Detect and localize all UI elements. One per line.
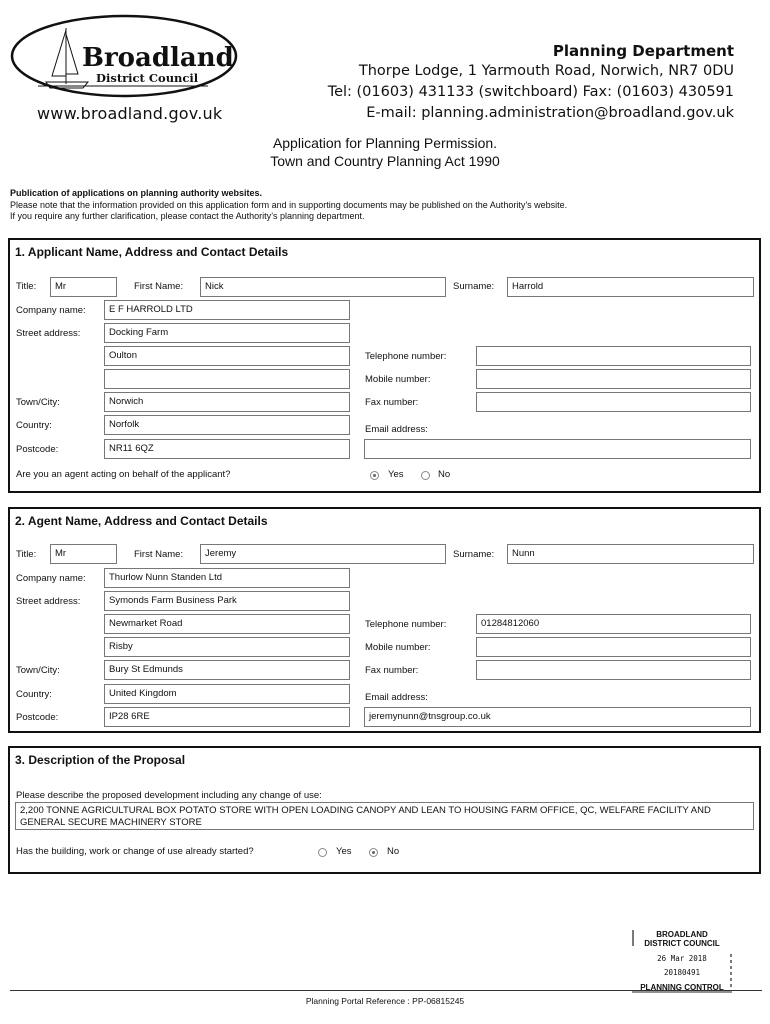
logo-name: Broadland [82,43,234,73]
mobile-label: Mobile number: [365,642,431,653]
stamp-planning-control: PLANNING CONTROL [640,983,724,992]
publication-note: Please note that the information provided on this application form and in supporting documents may be published on the Authority’s website. [10,200,568,210]
telephone-label: Telephone number: [365,351,447,362]
agent-street1-field[interactable]: Symonds Farm Business Park [104,591,350,611]
agent-no-radio[interactable] [421,471,430,480]
agent-company-field[interactable]: Thurlow Nunn Standen Ltd [104,568,350,588]
department-address: Thorpe Lodge, 1 Yarmouth Road, Norwich, NR7 0DU [358,63,734,79]
website-url: www.broadland.gov.uk [37,104,223,123]
applicant-mobile-field[interactable] [476,369,751,389]
department-telephone: Tel: (01603) 431133 (switchboard) Fax: (01603) 430591 [327,84,734,100]
stamp-district: DISTRICT COUNCIL [644,939,720,948]
agent-first-name-field[interactable]: Jeremy [200,544,446,564]
email-label: Email address: [365,692,428,703]
agent-street3-field[interactable]: Risby [104,637,350,657]
applicant-first-name-field[interactable]: Nick [200,277,446,297]
started-yes-radio[interactable] [318,848,327,857]
agent-section [8,507,761,733]
first-name-label: First Name: [134,281,184,292]
form-title: Application for Planning Permission. [272,135,498,151]
street-label: Street address: [16,328,81,339]
agent-yes-radio[interactable] [370,471,379,480]
surname-label: Surname: [453,281,495,292]
received-stamp [632,926,732,996]
applicant-fax-field[interactable] [476,392,751,412]
street-label: Street address: [16,596,81,607]
agent-postcode-field[interactable]: IP28 6RE [104,707,350,727]
agent-title-field[interactable]: Mr [50,544,117,564]
footer-divider [10,990,762,991]
telephone-label: Telephone number: [365,619,447,630]
agent-town-field[interactable]: Bury St Edmunds [104,660,350,680]
proposal-prompt: Please describe the proposed development including any change of use: [16,790,322,801]
country-label: Country: [16,689,52,700]
applicant-street2-field[interactable]: Oulton [104,346,350,366]
stamp-council: BROADLAND [656,930,708,939]
agent-mobile-field[interactable] [476,637,751,657]
broadland-logo [8,10,240,108]
form-subtitle: Town and Country Planning Act 1990 [270,153,500,169]
agent-no-label: No [438,469,451,480]
agent-email-field[interactable]: jeremynunn@tnsgroup.co.uk [364,707,751,727]
applicant-section [8,238,761,493]
country-label: Country: [16,420,52,431]
email-label: Email address: [365,424,428,435]
town-label: Town/City: [16,665,60,676]
applicant-postcode-field[interactable]: NR11 6QZ [104,439,350,459]
applicant-company-field[interactable]: E F HARROLD LTD [104,300,350,320]
department-title: Planning Department [552,42,734,60]
mobile-label: Mobile number: [365,374,431,385]
applicant-title-field[interactable]: Mr [50,277,117,297]
applicant-country-field[interactable]: Norfolk [104,415,350,435]
proposal-section [8,746,761,874]
agent-street2-field[interactable]: Newmarket Road [104,614,350,634]
company-label: Company name: [16,305,86,316]
applicant-email-field[interactable] [364,439,751,459]
applicant-street1-field[interactable]: Docking Farm [104,323,350,343]
agent-fax-field[interactable] [476,660,751,680]
publication-heading: Publication of applications on planning authority websites. [10,188,263,198]
stamp-reference: 20180491 [663,968,701,977]
postcode-label: Postcode: [16,712,59,723]
town-label: Town/City: [16,397,60,408]
title-label: Title: [16,549,37,560]
applicant-heading: 1. Applicant Name, Address and Contact Details [15,245,289,259]
started-question: Has the building, work or change of use already started? [16,846,254,857]
fax-label: Fax number: [365,665,419,676]
fax-label: Fax number: [365,397,419,408]
agent-heading: 2. Agent Name, Address and Contact Details [15,514,268,528]
started-no-label: No [387,846,400,857]
agent-telephone-field[interactable]: 01284812060 [476,614,751,634]
started-yes-label: Yes [336,846,352,857]
agent-surname-field[interactable]: Nunn [507,544,754,564]
proposal-heading: 3. Description of the Proposal [15,753,186,767]
agent-question: Are you an agent acting on behalf of the applicant? [16,469,231,480]
applicant-telephone-field[interactable] [476,346,751,366]
agent-yes-label: Yes [388,469,404,480]
started-no-radio[interactable] [369,848,378,857]
proposal-description-field[interactable]: 2,200 TONNE AGRICULTURAL BOX POTATO STORE WITH OPEN LOADING CANOPY AND LEAN TO HOUSING FARM OFFICE, QC, WELFARE FACILITY AND GENERAL SECURE MACHINERY STORE [15,802,754,830]
company-label: Company name: [16,573,86,584]
stamp-date: 26 Mar 2018 [657,954,707,963]
first-name-label: First Name: [134,549,184,560]
applicant-town-field[interactable]: Norwich [104,392,350,412]
agent-country-field[interactable]: United Kingdom [104,684,350,704]
portal-reference: Planning Portal Reference : PP-06815245 [305,996,465,1006]
title-label: Title: [16,281,37,292]
postcode-label: Postcode: [16,444,59,455]
applicant-surname-field[interactable]: Harrold [507,277,754,297]
department-email: E-mail: planning.administration@broadland.gov.uk [366,105,734,121]
applicant-street3-field[interactable] [104,369,350,389]
publication-contact: If you require any further clarification, please contact the Authority’s planning department. [10,211,365,221]
logo-subtitle: District Council [96,71,199,85]
surname-label: Surname: [453,549,495,560]
